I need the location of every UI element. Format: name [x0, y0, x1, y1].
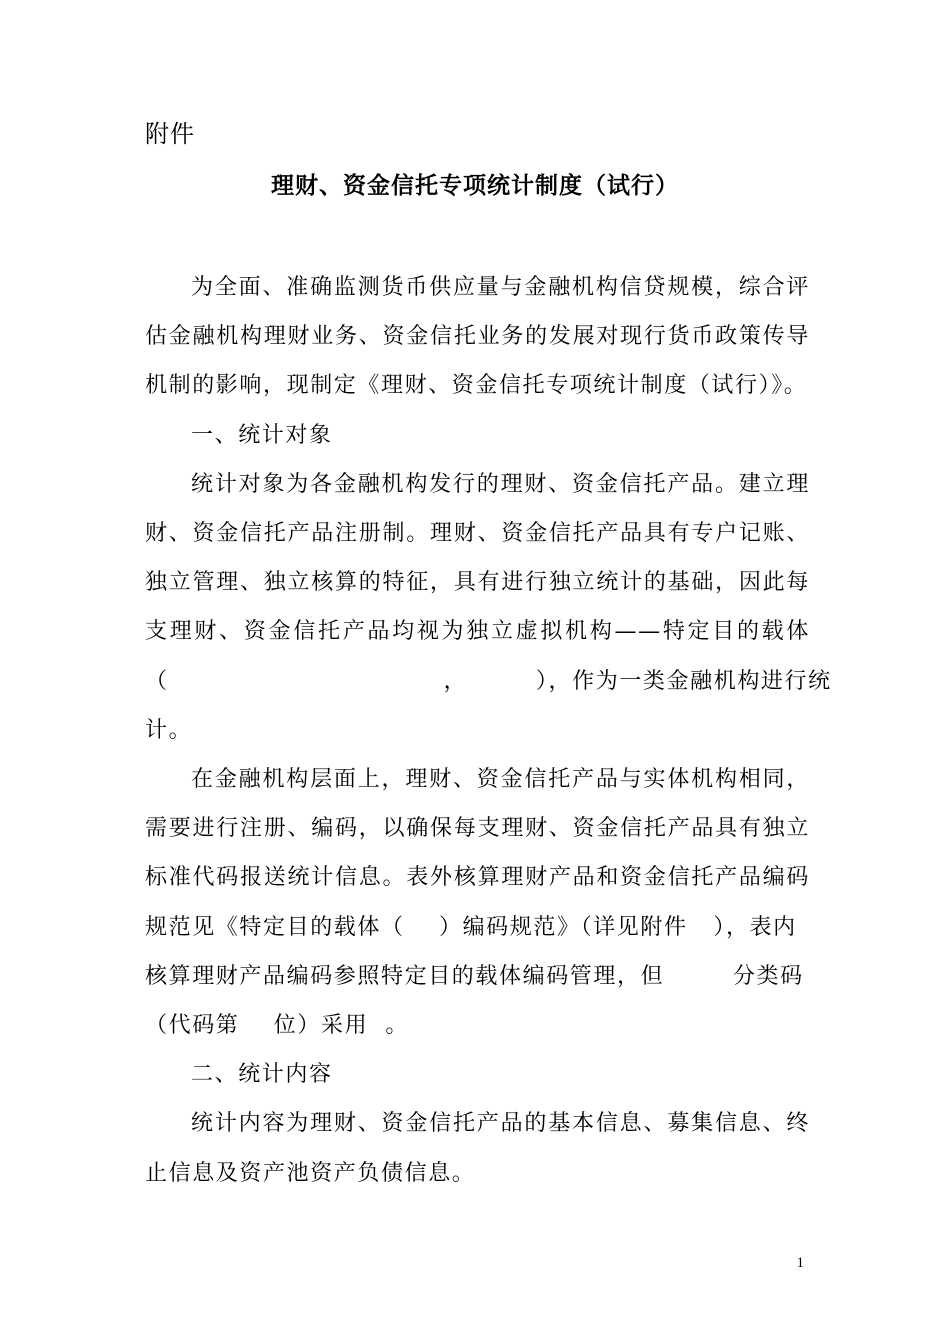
- text-line: 统计内容为理财、资金信托产品的基本信息、募集信息、终: [191, 1111, 810, 1137]
- text-line: 机制的影响，现制定《理财、资金信托专项统计制度（试行）》。: [145, 373, 808, 399]
- section-heading-statistical-content: 二、统计内容: [191, 1062, 333, 1088]
- text-line: （ ， ），作为一类金融机构进行统: [145, 668, 832, 694]
- text-line: （代码第 位）采用 。: [145, 1013, 409, 1039]
- text-line: 止信息及资产池资产负债信息。: [145, 1160, 476, 1186]
- text-line: 独立管理、独立核算的特征，具有进行独立统计的基础，因此每: [145, 570, 810, 596]
- document-body: [145, 263, 832, 1198]
- paragraph-registration: [145, 755, 810, 1050]
- text-line: 财、资金信托产品注册制。理财、资金信托产品具有专户记账、: [145, 521, 810, 547]
- section-heading-statistical-objects: 一、统计对象: [191, 422, 333, 448]
- text-line: 估金融机构理财业务、资金信托业务的发展对现行货币政策传导: [145, 324, 810, 350]
- paragraph-purpose: [145, 263, 810, 411]
- text-line: 标准代码报送统计信息。表外核算理财产品和资金信托产品编码: [145, 865, 810, 891]
- attachment-label: 附件: [145, 120, 195, 148]
- text-line: 核算理财产品编码参照特定目的载体编码管理，但 分类码: [145, 963, 804, 989]
- text-line: 需要进行注册、编码，以确保每支理财、资金信托产品具有独立: [145, 816, 810, 842]
- text-line: 计。: [145, 717, 193, 743]
- text-line: 在金融机构层面上，理财、资金信托产品与实体机构相同，: [191, 767, 810, 793]
- text-line: 统计对象为各金融机构发行的理财、资金信托产品。建立理: [191, 471, 810, 497]
- document-title: 理财、资金信托专项统计制度（试行）: [271, 173, 679, 199]
- text-line: 为全面、准确监测货币供应量与金融机构信贷规模，综合评: [191, 275, 810, 300]
- page-number: 1: [796, 1255, 804, 1271]
- paragraph-statistical-content: [145, 1099, 810, 1197]
- text-line: 规范见《特定目的载体（ ）编码规范》（详见附件 ），表内: [145, 914, 797, 940]
- text-line: 支理财、资金信托产品均视为独立虚拟机构——特定目的载体: [145, 619, 810, 645]
- paragraph-statistical-objects: [145, 460, 832, 755]
